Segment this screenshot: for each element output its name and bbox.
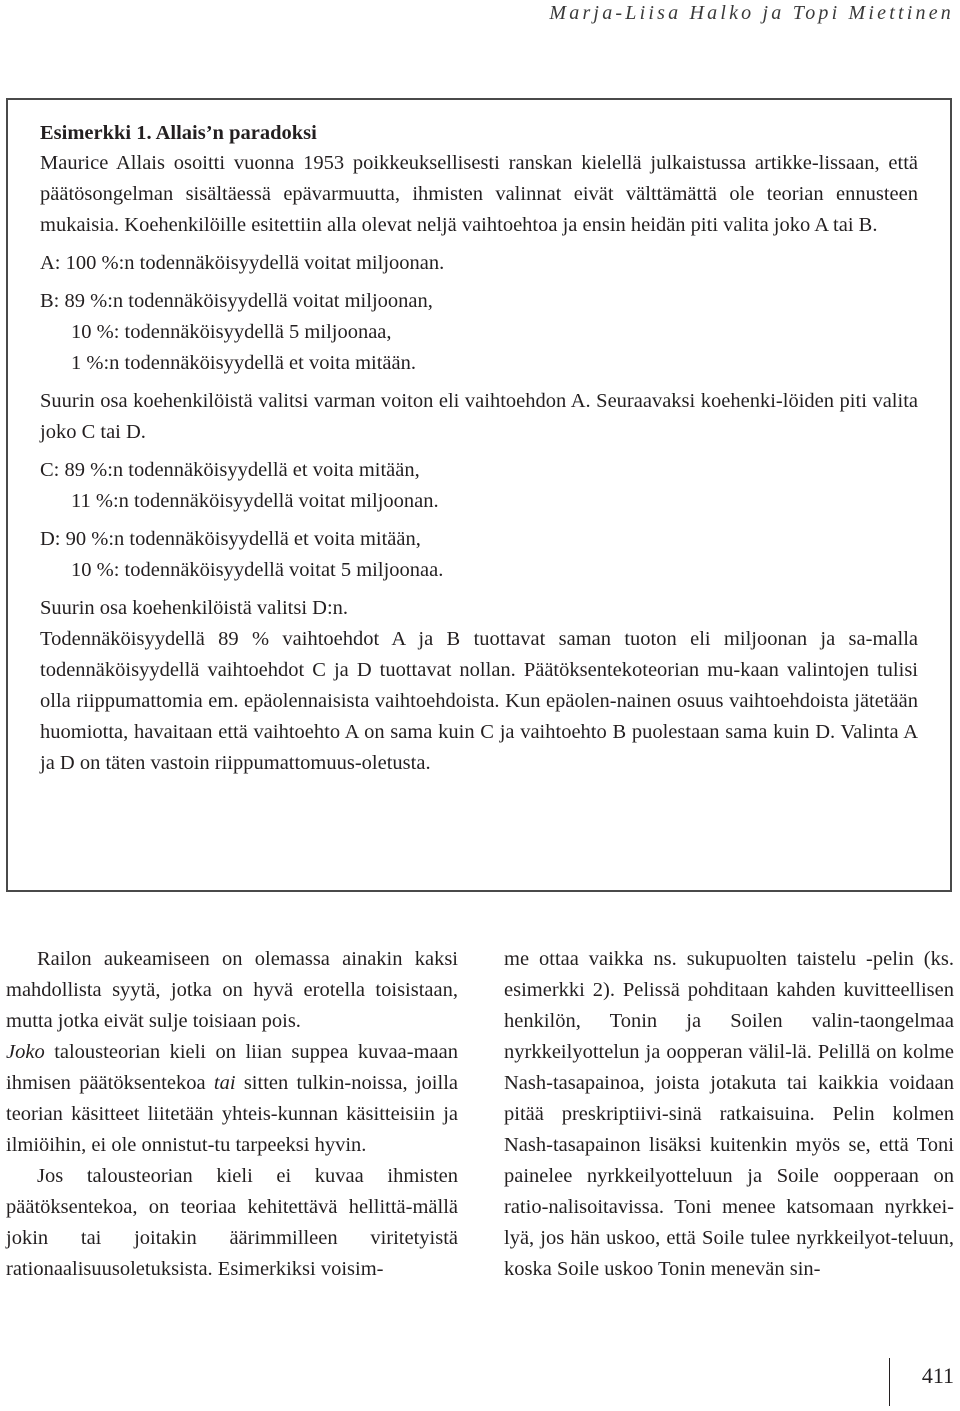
example-middle: Suurin osa koehenkilöistä valitsi varman voiton eli vaihtoehdon A. Seuraavaksi koehenki-löiden piti valita joko C tai D.	[40, 390, 918, 443]
right-column	[504, 944, 954, 1285]
page-number-rule	[889, 1358, 890, 1406]
example-box	[6, 98, 952, 892]
option-d-line: D: 90 %:n todennäköisyydellä et voita mitään,	[40, 528, 421, 550]
page-number: 411	[921, 1363, 954, 1388]
option-c	[40, 455, 918, 517]
example-intro: Maurice Allais osoitti vuonna 1953 poikkeuksellisesti ranskan kielellä julkaistussa artikke-lissaan, että päätösongelman sisältäessä epävarmuutta, ihmisten valinnat eivät välttämättä ole teorian ennusteen mukaisia. Koehenkilöille esitettiin alla olevat neljä vaihtoehtoa ja ensin heidän piti valita joko A tai B.	[40, 152, 918, 236]
right-paragraph-1: me ottaa vaikka ns. sukupuolten taistelu -pelin (ks. esimerkki 2). Pelissä pohditaan kahden kuvitteellisen henkilön, Tonin ja Soilen valin-taongelmaa nyrkkeilyottelun ja oopperan välil-lä. Pelillä on kolme Nash-tasapainoa, joista jotakuta tai kaikkia voidaan pitää preskriptiivi-sinä ratkaisuina. Pelin kolmen Nash-tasapainon lisäksi kuitenkin myös se, että Toni painelee nyrkkeilyotteluun ja Soile oopperaan on ratio-nalisoitavissa. Toni menee katsomaan nyrkkei-lyä, jos hän uskoo, että Soile tulee nyrkkeilyot-teluun, koska Soile uskoo Tonin menevän sin-	[504, 948, 954, 1280]
left-paragraph-2-text-a: talousteorian kieli on liian suppea kuvaa-maan ihmisen päätöksentekoa	[6, 1041, 458, 1094]
left-paragraph-3: Jos talousteorian kieli ei kuvaa ihmisten päätöksentekoa, on teoriaa kehitettävä hellittä-mällä jokin tai joitakin äärimmilleen viritetyistä rationaalisuusoletuksista. Esimerkiksi voisim-	[6, 1165, 458, 1280]
example-title: Esimerkki 1. Allais’n paradoksi	[40, 122, 317, 144]
left-column	[6, 944, 458, 1285]
option-b-line: 1 %:n todennäköisyydellä et voita mitään.	[71, 352, 416, 374]
left-paragraph-2-text-b: sitten tulkin-noissa, joilla teorian käsitteet liitetään yhteis-kunnan käsitteisiin ja ilmiöihin, ei ole onnistut-tu tarpeeksi hyvin.	[6, 1072, 458, 1156]
option-a	[40, 248, 918, 279]
option-b-line: B: 89 %:n todennäköisyydellä voitat miljoonan,	[40, 290, 433, 312]
option-b	[40, 286, 918, 379]
left-paragraph-2	[6, 1037, 458, 1161]
option-d	[40, 524, 918, 586]
option-b-line: 10 %: todennäköisyydellä 5 miljoonaa,	[71, 321, 392, 343]
option-c-line: 11 %:n todennäköisyydellä voitat miljoonan.	[71, 490, 439, 512]
emphasis-tai: tai	[213, 1072, 236, 1094]
example-conclusion: Todennäköisyydellä 89 % vaihtoehdot A ja B tuottavat saman tuoton eli miljoonan ja sa-malla todennäköisyydellä vaihtoehdot C ja D tuottavat nollan. Päätöksentekoteorian mu-kaan valintojen tulisi olla riippumattomia em. epäolennaisista vaihtoehdoista. Kun epäolen-nainen osuus vaihtoehdoista jätetään huomiotta, havaitaan että vaihtoehto A on sama kuin C ja vaihtoehto B puolestaan sama kuin D. Valinta A ja D on täten vastoin riippumattomuus-oletusta.	[40, 628, 918, 774]
emphasis-joko: Joko	[6, 1041, 45, 1063]
option-d-line: 10 %: todennäköisyydellä voitat 5 miljoonaa.	[71, 559, 444, 581]
option-a-line: A: 100 %:n todennäköisyydellä voitat miljoonan.	[40, 252, 445, 274]
example-result: Suurin osa koehenkilöistä valitsi D:n.	[40, 597, 349, 619]
option-c-line: C: 89 %:n todennäköisyydellä et voita mitään,	[40, 459, 420, 481]
left-paragraph-1: Railon aukeamiseen on olemassa ainakin kaksi mahdollista syytä, jotka on hyvä erotella toisistaan, mutta jotka eivät sulje toisiaan pois.	[6, 948, 458, 1032]
running-header: Marja-Liisa Halko ja Topi Miettinen	[549, 2, 954, 24]
